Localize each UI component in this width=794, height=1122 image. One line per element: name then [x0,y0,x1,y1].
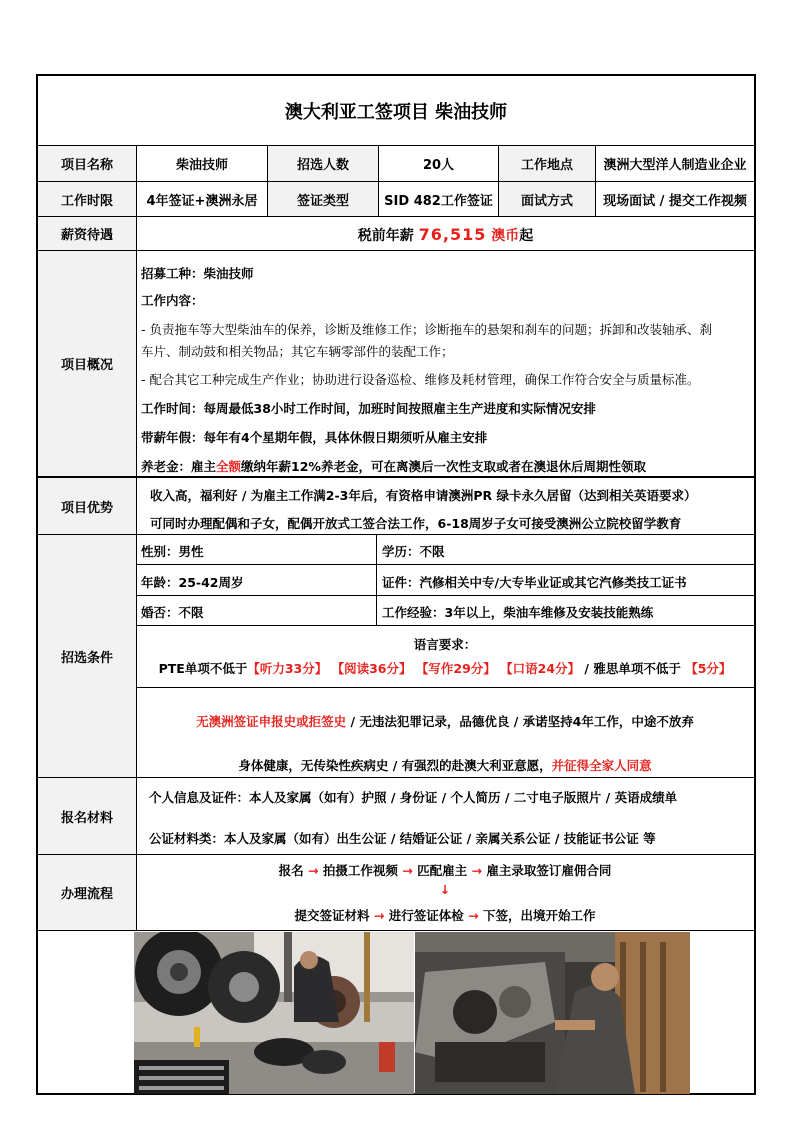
value-work-location: 澳洲大型洋人制造业企业 [603,158,747,173]
req-visa-history [136,712,754,730]
process-line-2 [136,906,754,924]
label-process: 办理流程 [38,855,136,930]
pte-listening: 【听力33分】 [247,661,328,676]
mechanic-photo-left [134,932,414,1094]
arrow-right-icon: → [471,863,482,878]
divider [136,595,754,596]
divider [38,476,754,478]
divider [38,777,754,778]
label-materials: 报名材料 [38,778,136,854]
req-education: 学历：不限 [382,544,445,559]
arrow-down-icon: ↓ [439,882,451,897]
label-overview: 项目概况 [38,251,136,476]
value-project-name: 柴油技师 [175,158,228,173]
overview-leave: 带薪年假：每年有4个星期年假，具体休假日期须听从雇主安排 [141,430,488,445]
health-rest: 身体健康，无传染性疾病史 / 有强烈的赴澳大利亚意愿， [238,758,552,773]
pte-prefix: PTE单项不低于 [158,661,248,676]
arrow-right-icon: → [468,908,479,923]
pension-b: 缴纳年薪12%养老金，可在离澳后一次性支取或者在澳退休后周期性领取 [241,459,646,474]
advantages-line-2: 可同时办理配偶和子女，配偶开放式工签合法工作，6-18周岁子女可接受澳洲公立院校留学教育 [150,516,682,531]
materials-line-2: 公证材料类：本人及家属（如有）出生公证 / 结婚证公证 / 亲属关系公证 / 技能证书公证 等 [149,831,656,846]
value-interview: 现场面试 / 提交工作视频 [603,193,747,209]
step-submit: 提交签证材料 [294,908,370,923]
arrow-right-icon: → [308,863,319,878]
req-gender: 性别：男性 [141,544,204,559]
step-register: 报名 [278,863,304,878]
value-visa-type: SID 482工作签证 [384,193,493,209]
visa-red: 无澳洲签证申报史或拒签史 [196,714,347,729]
req-certificate: 证件：汽修相关中专/大专毕业证或其它汽修类技工证书 [382,575,687,590]
pte-speaking: 【口语24分】 [500,661,581,676]
advantages-line-1: 收入高，福利好 / 为雇主工作满2-3年后，有资格申请澳洲PR 绿卡永久居留（达到相关英语要求） [150,488,697,503]
overview-duty-2: - 配合其它工种完成生产作业；协助进行设备巡检、维修及耗材管理，确保工作符合安全与质量标准。 [141,372,700,387]
req-marriage: 婚否：不限 [141,605,204,620]
pension-red: 全额 [216,459,242,474]
page-title: 澳大利亚工签项目 柴油技师 [284,101,508,123]
req-age: 年龄：25-42周岁 [141,575,244,590]
label-requirements: 招选条件 [38,535,136,777]
req-language-head: 语言要求： [413,637,477,652]
step-depart: 下签，出境开始工作 [482,908,596,923]
label-recruit-count: 招选人数 [268,146,378,181]
overview-job-type: 招募工种：柴油技师 [141,266,254,281]
value-recruit-count: 20人 [422,158,455,173]
req-language-scores [136,659,754,677]
pension-a: 养老金：雇主 [141,459,217,474]
divider [38,930,754,931]
salary-amount: 76,515 [418,225,487,244]
visa-rest: / 无违法犯罪记录，品德优良 / 承诺坚持4年工作，中途不放弃 [346,714,694,729]
materials-line-1: 个人信息及证件：本人及家属（如有）护照 / 身份证 / 个人简历 / 二寸电子版照片 / 英语成绩单 [149,790,678,805]
ielts-prefix: / 雅思单项不低于 [580,661,681,676]
divider [136,145,137,930]
divider [136,564,754,565]
overview-hours: 工作时间：每周最低38小时工作时间，加班时间按照雇主生产进度和实际情况安排 [141,401,596,416]
label-work-location: 工作地点 [499,146,595,181]
arrow-right-icon: → [402,863,413,878]
salary-value [137,217,754,252]
label-advantages: 项目优势 [38,478,136,534]
mechanic-photo-right [415,932,690,1094]
overview-content-head: 工作内容： [141,293,204,308]
label-project-name: 项目名称 [38,146,136,181]
req-experience: 工作经验：3年以上，柴油车维修及安装技能熟练 [382,605,654,620]
arrow-right-icon: → [373,908,385,923]
ielts-min: 【5分】 [685,661,732,676]
pte-reading: 【阅读36分】 [331,661,412,676]
label-visa-type: 签证类型 [268,182,378,216]
overview-duty-1a: - 负责拖车等大型柴油车的保养，诊断及维修工作；诊断拖车的悬架和刹车的问题；拆卸和改装轴承、刹 [141,322,712,337]
divider [376,534,377,625]
process-line-1 [136,861,754,879]
label-interview: 面试方式 [499,182,595,216]
step-medical: 进行签证体检 [388,908,464,923]
overview-duty-1b: 车片、制动鼓和相关物品；其它车辆零部件的装配工作； [141,344,454,359]
req-health [136,756,754,774]
divider [38,854,754,855]
divider [136,687,754,688]
step-match: 匹配雇主 [417,863,468,878]
divider [38,534,754,535]
salary-prefix: 税前年薪 [357,227,414,244]
pte-writing: 【写作29分】 [415,661,496,676]
overview-pension [141,457,646,475]
label-salary: 薪资待遇 [38,217,136,250]
label-work-term: 工作时限 [38,182,136,216]
step-contract: 雇主录取签订雇佣合同 [486,863,612,878]
divider [136,625,754,626]
value-work-term: 4年签证+澳洲永居 [146,193,258,209]
health-red: 并征得全家人同意 [551,758,652,773]
project-sheet [36,74,756,1095]
step-video: 拍摄工作视频 [322,863,398,878]
salary-suffix: 起 [519,227,534,244]
salary-currency: 澳币 [491,227,520,244]
